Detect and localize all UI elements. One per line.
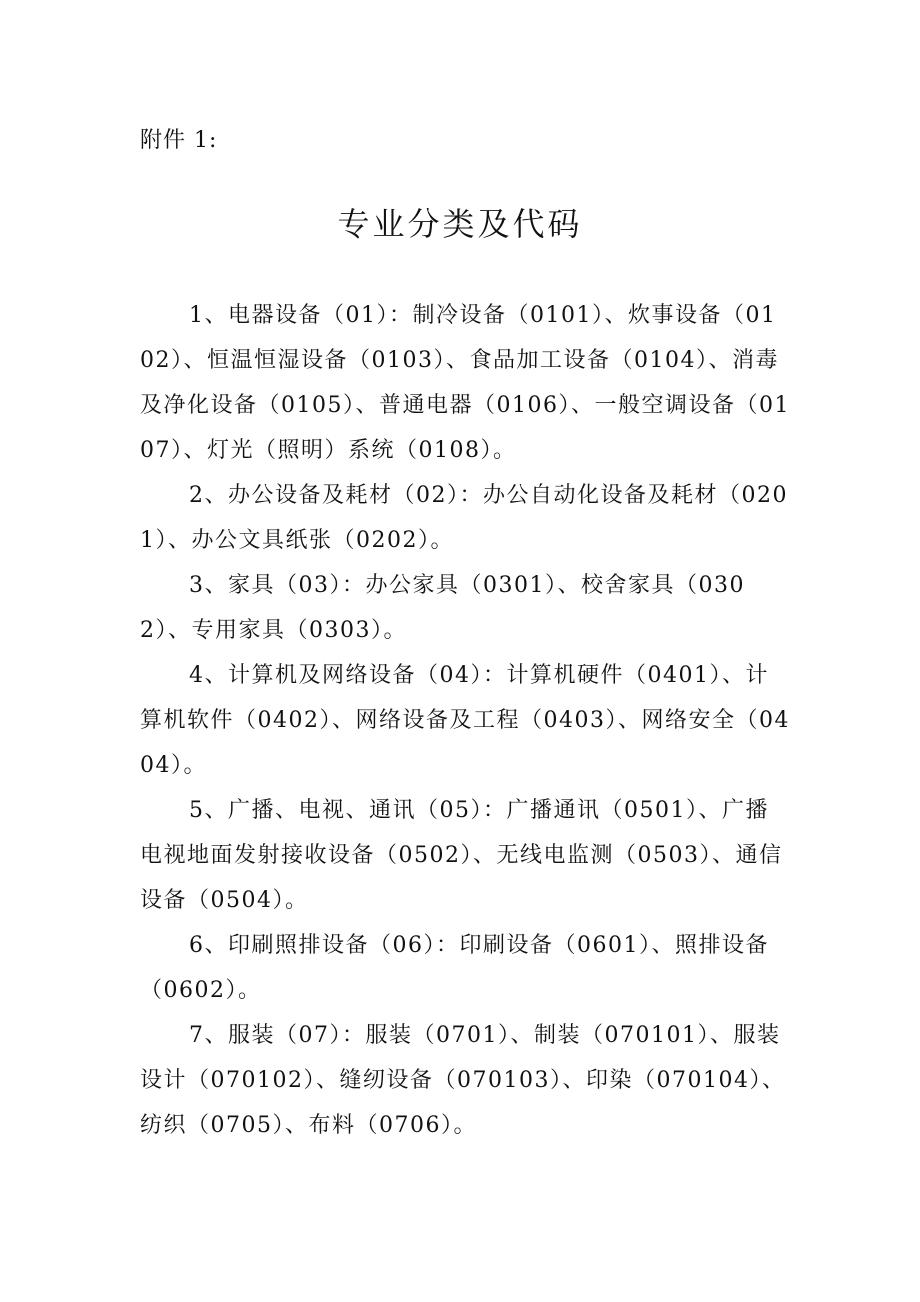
category-item-electrical-equipment: 1、电器设备（01）：制冷设备（0101）、炊事设备（0102）、恒温恒湿设备（0103）、食品加工设备（0104）、消毒及净化设备（0105）、普通电器（0106）、一般空调设备（0107）、灯光（照明）系统（0108）。 (140, 303, 790, 463)
category-item-clothing: 7、服装（07）：服装（0701）、制装（070101）、服装设计（070102）、缝纫设备（070103）、印染（070104）、纺织（0705）、布料（0706）。 (140, 1023, 786, 1138)
category-list (140, 293, 790, 1148)
document-title: 专业分类及代码 (337, 205, 583, 243)
attachment-label: 附件 1: (140, 128, 218, 153)
category-item-computer-network: 4、计算机及网络设备（04）：计算机硬件（0401）、计算机软件（0402）、网络设备及工程（0403）、网络安全（0404）。 (140, 663, 790, 778)
category-item-printing-typesetting: 6、印刷照排设备（06）：印刷设备（0601）、照排设备（0602）。 (140, 933, 769, 1003)
category-item-broadcast-tv-communication: 5、广播、电视、通讯（05）：广播通讯（0501）、广播电视地面发射接收设备（0502）、无线电监测（0503）、通信设备（0504）。 (140, 798, 783, 913)
category-item-furniture: 3、家具（03）：办公家具（0301）、校舍家具（0302）、专用家具（0303）。 (140, 573, 745, 643)
category-item-office-equipment: 2、办公设备及耗材（02）：办公自动化设备及耗材（0201）、办公文具纸张（0202）。 (140, 483, 788, 553)
